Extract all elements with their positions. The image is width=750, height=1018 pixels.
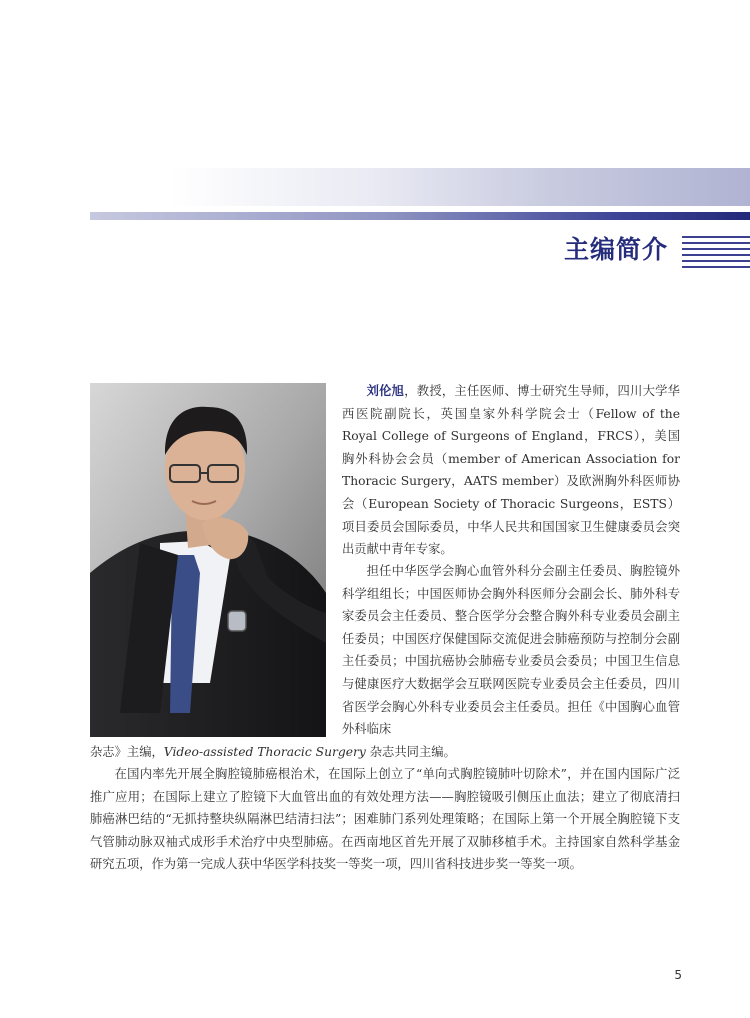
bio-positions-paragraph: 担任中华医学会胸心血管外科分会副主任委员、胸腔镜外科学组组长；中国医师协会胸外科医师分会副会长、肺外科专家委员会主任委员、整合医学分会整合胸外科专业委员会副主任委员；中国医疗保健国际交流促进会肺癌预防与控制分会副主任委员；中国抗癌协会肺癌专业委员会委员；中国卫生信息与健康医疗大数据学会互联网医院专业委员会主任委员，四川省医学会胸心外科专业委员会主任委员。担任《中国胸心血管外科临床 bbox=[342, 564, 680, 737]
bio-intro-paragraph bbox=[342, 380, 680, 561]
journal-editor-text: 杂志》主编， bbox=[90, 745, 164, 759]
page-title: 主编简介 bbox=[563, 235, 668, 264]
header-rule-bar bbox=[90, 212, 750, 220]
bio-intro-text: ，教授，主任医师、博士研究生导师，四川大学华西医院副院长，英国皇家外科学院会士（Fellow of the Royal College of Surgeons of England，FRCS），美国胸外科协会会员（member of American Association for Thoracic Surgery，AATS member）及欧洲胸外科医师协会（European Society of Thoracic Surgeons，ESTS）项目委员会国际委员，中华人民共和国国家卫生健康委员会突出贡献中青年专家。 bbox=[342, 384, 680, 557]
bio-achievements-paragraph: 在国内率先开展全胸腔镜肺癌根治术，在国际上创立了“单向式胸腔镜肺叶切除术”，并在国内国际广泛推广应用；在国际上建立了腔镜下大血管出血的有效处理方法——胸腔镜吸引侧压止血法；建立了彻底清扫肺癌淋巴结的“无抓持整块纵隔淋巴结清扫法”；困难肺门系列处理策略；在国际上第一个开展全胸腔镜下支气管肺动脉双袖式成形手术治疗中央型肺癌。在西南地区首先开展了双肺移植手术。主持国家自然科学基金研究五项，作为第一完成人获中华医学科技奖一等奖一项，四川省科技进步奖一等奖一项。 bbox=[90, 767, 680, 872]
bio-positions-continuation bbox=[90, 741, 680, 764]
author-name: 刘伦旭 bbox=[366, 384, 405, 398]
portrait-photo bbox=[90, 383, 326, 737]
journal-title: Video-assisted Thoracic Surgery bbox=[163, 745, 366, 759]
header-gradient-band bbox=[170, 168, 750, 206]
page-number: 5 bbox=[674, 968, 682, 982]
journal-coeditor-text: 杂志共同主编。 bbox=[365, 745, 456, 759]
title-decoration-lines bbox=[682, 236, 750, 272]
